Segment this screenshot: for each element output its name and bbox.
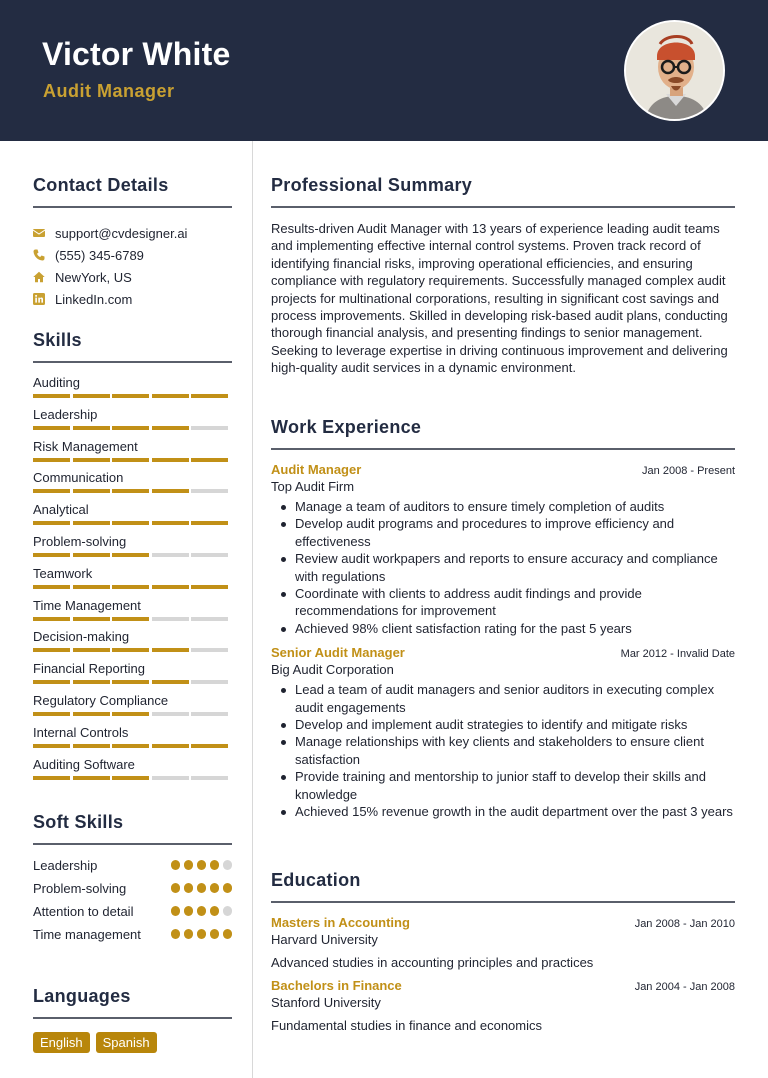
section-rule: [271, 448, 735, 450]
education-date: Jan 2008 - Jan 2010: [634, 918, 735, 930]
skill-level-segment: [112, 744, 149, 748]
skill-level-bar: [33, 521, 228, 525]
rating-dot: [197, 883, 207, 893]
skills-section: [33, 330, 232, 785]
education-list: [271, 915, 735, 1033]
job-bullets: [271, 498, 735, 637]
job-company: Top Audit Firm: [271, 479, 355, 494]
skill-level-segment: [191, 458, 228, 462]
job-bullet: Develop audit programs and procedures to improve efficiency and effectiveness: [271, 515, 735, 550]
job-bullet: Achieved 98% client satisfaction rating for the past 5 years: [271, 620, 735, 637]
soft-skill-name: Leadership: [33, 858, 98, 873]
skill-level-segment: [73, 458, 110, 462]
profile-photo: [624, 20, 725, 121]
rating-dot: [184, 906, 194, 916]
skill-level-segment: [33, 553, 70, 557]
soft-skill-name: Problem-solving: [33, 881, 127, 896]
skill-level-segment: [33, 426, 70, 430]
rating-dot: [197, 929, 207, 939]
job-bullets: [271, 681, 735, 820]
languages-title: Languages: [33, 986, 131, 1006]
envelope-icon: [33, 227, 55, 239]
skill-level-segment: [33, 394, 70, 398]
skill-level-segment: [112, 553, 149, 557]
skill-level-bar: [33, 776, 228, 780]
skill-level-segment: [152, 617, 189, 621]
skill-level-segment: [152, 394, 189, 398]
soft-skill-name: Time management: [33, 927, 141, 942]
job-entry: [271, 645, 735, 820]
degree-title: Bachelors in Finance: [271, 978, 402, 993]
skill-item: [33, 531, 232, 563]
skill-level-segment: [152, 648, 189, 652]
school-name: Stanford University: [271, 995, 381, 1010]
skill-name: Internal Controls: [33, 724, 129, 740]
skill-name: Teamwork: [33, 565, 93, 581]
education-section: [271, 870, 735, 1033]
job-header: [271, 462, 735, 477]
job-bullet: Coordinate with clients to address audit findings and provide recommendations for improvement: [271, 585, 735, 620]
job-date: Jan 2008 - Present: [642, 465, 735, 477]
skill-level-segment: [73, 489, 110, 493]
soft-skills-section: [33, 812, 232, 949]
jobs-list: [271, 462, 735, 821]
soft-skill-rating: [171, 903, 233, 920]
rating-dot: [210, 860, 220, 870]
skill-level-segment: [33, 744, 70, 748]
skill-level-segment: [112, 394, 149, 398]
education-entry: [271, 978, 735, 1033]
job-title: Senior Audit Manager: [271, 645, 405, 661]
linkedin-icon: [33, 293, 55, 305]
summary-section: [271, 175, 735, 377]
skill-level-bar: [33, 489, 228, 493]
skill-level-segment: [152, 776, 189, 780]
summary-text: Results-driven Audit Manager with 13 years of experience leading audit teams and implementing effective internal control systems. Proven track record of identifying financial risks, improving operational efficiencies, and ensuring compliance with regulatory requirements. Successfully managed complex audit projects for multinational corporations, resulting in significant cost savings and process improvements. Skilled in developing risk-based audit plans, conducting thorough financial analysis, and presenting findings to senior management. Seeking to leverage expertise in driving continuous improvement and delivering high-quality audit services in a dynamic environment.: [271, 221, 728, 376]
skill-level-segment: [112, 458, 149, 462]
contact-location-text: NewYork, US: [55, 269, 132, 285]
skill-name: Communication: [33, 470, 124, 486]
candidate-name: Victor White: [42, 36, 231, 72]
job-bullet: Manage relationships with key clients and stakeholders to ensure client satisfaction: [271, 733, 735, 768]
contact-title: Contact Details: [33, 175, 169, 195]
soft-skill-item: [33, 926, 232, 943]
skill-level-segment: [191, 744, 228, 748]
section-rule: [33, 361, 232, 363]
job-bullet: Review audit workpapers and reports to ensure accuracy and compliance with regulations: [271, 550, 735, 585]
rating-dot: [223, 929, 233, 939]
skill-item: [33, 595, 232, 627]
skill-level-segment: [112, 617, 149, 621]
section-rule: [33, 1017, 232, 1019]
job-bullet: Develop and implement audit strategies to identify and mitigate risks: [271, 716, 735, 733]
contact-linkedin-text: LinkedIn.com: [55, 291, 133, 307]
skill-level-segment: [73, 426, 110, 430]
skill-level-segment: [73, 585, 110, 589]
job-bullet: Provide training and mentorship to junior staff to develop their skills and knowledge: [271, 768, 735, 803]
skill-item: [33, 372, 232, 404]
skill-item: [33, 658, 232, 690]
language-badge: English: [33, 1032, 90, 1053]
job-bullet: Achieved 15% revenue growth in the audit department over the past 3 years: [271, 803, 735, 820]
work-title: Work Experience: [271, 417, 422, 437]
soft-skill-item: [33, 857, 232, 874]
skill-level-segment: [112, 585, 149, 589]
section-rule: [271, 901, 735, 903]
skill-level-segment: [73, 521, 110, 525]
skill-item: [33, 499, 232, 531]
skill-name: Leadership: [33, 406, 98, 422]
header-banner: [0, 0, 768, 141]
home-icon: [33, 271, 55, 283]
language-badge: Spanish: [96, 1032, 157, 1053]
education-title: Education: [271, 870, 361, 890]
skill-level-segment: [33, 489, 70, 493]
skill-name: Financial Reporting: [33, 661, 146, 677]
soft-skill-rating: [171, 880, 233, 897]
skill-level-segment: [152, 585, 189, 589]
education-date: Jan 2004 - Jan 2008: [634, 981, 735, 993]
skill-level-segment: [33, 521, 70, 525]
rating-dot: [171, 929, 181, 939]
skill-level-segment: [191, 712, 228, 716]
rating-dot: [171, 883, 181, 893]
work-section: [271, 417, 735, 821]
skill-level-bar: [33, 553, 228, 557]
skill-level-segment: [112, 776, 149, 780]
portrait-illustration: [626, 22, 725, 121]
skills-title: Skills: [33, 330, 82, 350]
skill-level-bar: [33, 394, 228, 398]
education-entry: [271, 915, 735, 970]
job-title: Audit Manager: [271, 462, 362, 477]
skill-level-segment: [33, 680, 70, 684]
skill-level-segment: [152, 489, 189, 493]
skill-level-segment: [191, 585, 228, 589]
skill-name: Auditing Software: [33, 756, 135, 772]
skill-name: Time Management: [33, 597, 141, 613]
skill-level-bar: [33, 426, 228, 430]
degree-title: Masters in Accounting: [271, 915, 410, 930]
column-divider: [252, 141, 253, 1078]
skills-list: [33, 372, 232, 785]
skill-level-segment: [191, 489, 228, 493]
skill-level-segment: [33, 458, 70, 462]
soft-skills-list: [33, 857, 232, 943]
skill-level-bar: [33, 680, 228, 684]
job-bullet: Manage a team of auditors to ensure timely completion of audits: [271, 498, 735, 515]
soft-skill-item: [33, 903, 232, 920]
soft-skill-rating: [171, 926, 233, 943]
school-name: Harvard University: [271, 932, 378, 947]
skill-level-segment: [152, 553, 189, 557]
skill-level-segment: [33, 712, 70, 716]
contact-phone-text: (555) 345-6789: [55, 247, 144, 263]
rating-dot: [210, 883, 220, 893]
skill-level-segment: [191, 680, 228, 684]
rating-dot: [184, 929, 194, 939]
section-rule: [33, 206, 232, 208]
skill-level-segment: [152, 458, 189, 462]
skill-level-segment: [73, 744, 110, 748]
skill-item: [33, 404, 232, 436]
soft-skill-item: [33, 880, 232, 897]
contact-location: [33, 266, 232, 288]
skill-name: Decision-making: [33, 629, 130, 645]
rating-dot: [184, 860, 194, 870]
contact-linkedin[interactable]: [33, 288, 232, 310]
skill-item: [33, 436, 232, 468]
rating-dot: [223, 860, 233, 870]
skill-level-bar: [33, 744, 228, 748]
skill-name: Analytical: [33, 502, 89, 518]
skill-level-bar: [33, 712, 228, 716]
job-company: Big Audit Corporation: [271, 662, 394, 678]
skill-level-segment: [73, 712, 110, 716]
soft-skills-title: Soft Skills: [33, 812, 124, 832]
skill-item: [33, 690, 232, 722]
skill-level-segment: [73, 776, 110, 780]
skill-level-segment: [73, 394, 110, 398]
skill-level-segment: [152, 521, 189, 525]
rating-dot: [171, 860, 181, 870]
section-rule: [33, 843, 232, 845]
skill-level-segment: [73, 648, 110, 652]
candidate-role: Audit Manager: [43, 81, 175, 101]
skill-level-segment: [152, 744, 189, 748]
skill-level-segment: [191, 776, 228, 780]
skill-name: Auditing: [33, 375, 80, 390]
language-list: [33, 1032, 232, 1053]
skill-level-segment: [191, 521, 228, 525]
skill-level-segment: [73, 680, 110, 684]
job-entry: [271, 462, 735, 637]
skill-level-segment: [191, 617, 228, 621]
skill-item: [33, 722, 232, 754]
contact-section: [33, 175, 232, 310]
rating-dot: [210, 929, 220, 939]
phone-icon: [33, 249, 55, 261]
skill-level-segment: [112, 521, 149, 525]
rating-dot: [197, 860, 207, 870]
skill-level-segment: [112, 489, 149, 493]
skill-level-bar: [33, 648, 228, 652]
job-header: [271, 645, 735, 660]
rating-dot: [197, 906, 207, 916]
skill-level-segment: [191, 394, 228, 398]
skill-level-segment: [112, 680, 149, 684]
rating-dot: [210, 906, 220, 916]
skill-name: Risk Management: [33, 438, 138, 454]
rating-dot: [171, 906, 181, 916]
education-header: [271, 915, 735, 930]
skill-name: Regulatory Compliance: [33, 692, 169, 708]
skill-level-bar: [33, 585, 228, 589]
skill-name: Problem-solving: [33, 533, 127, 549]
skill-level-segment: [33, 585, 70, 589]
skill-level-segment: [112, 712, 149, 716]
rating-dot: [223, 883, 233, 893]
contact-email-text: support@cvdesigner.ai: [55, 225, 188, 241]
skill-level-bar: [33, 617, 228, 621]
skill-level-segment: [191, 648, 228, 652]
soft-skill-rating: [171, 857, 233, 874]
soft-skill-name: Attention to detail: [33, 904, 134, 919]
skill-item: [33, 563, 232, 595]
skill-item: [33, 626, 232, 658]
skill-level-segment: [191, 426, 228, 430]
contact-phone[interactable]: [33, 244, 232, 266]
skill-level-segment: [191, 553, 228, 557]
section-rule: [271, 206, 735, 208]
education-description: Advanced studies in accounting principles and practices: [271, 955, 594, 970]
job-bullet: Lead a team of audit managers and senior auditors in executing complex audit engagements: [271, 681, 735, 716]
skill-level-bar: [33, 458, 228, 462]
summary-title: Professional Summary: [271, 175, 473, 195]
languages-section: [33, 986, 232, 1053]
skill-level-segment: [33, 648, 70, 652]
skill-level-segment: [152, 712, 189, 716]
skill-level-segment: [112, 426, 149, 430]
skill-level-segment: [73, 617, 110, 621]
education-description: Fundamental studies in finance and economics: [271, 1018, 542, 1033]
job-date: Mar 2012 - Invalid Date: [620, 648, 735, 661]
skill-item: [33, 754, 232, 786]
contact-email[interactable]: [33, 222, 232, 244]
skill-level-segment: [33, 776, 70, 780]
rating-dot: [184, 883, 194, 893]
skill-level-segment: [33, 617, 70, 621]
rating-dot: [223, 906, 233, 916]
contact-list: [33, 222, 232, 310]
skill-level-segment: [73, 553, 110, 557]
skill-level-segment: [152, 426, 189, 430]
skill-level-segment: [112, 648, 149, 652]
skill-item: [33, 467, 232, 499]
education-header: [271, 978, 735, 993]
skill-level-segment: [152, 680, 189, 684]
